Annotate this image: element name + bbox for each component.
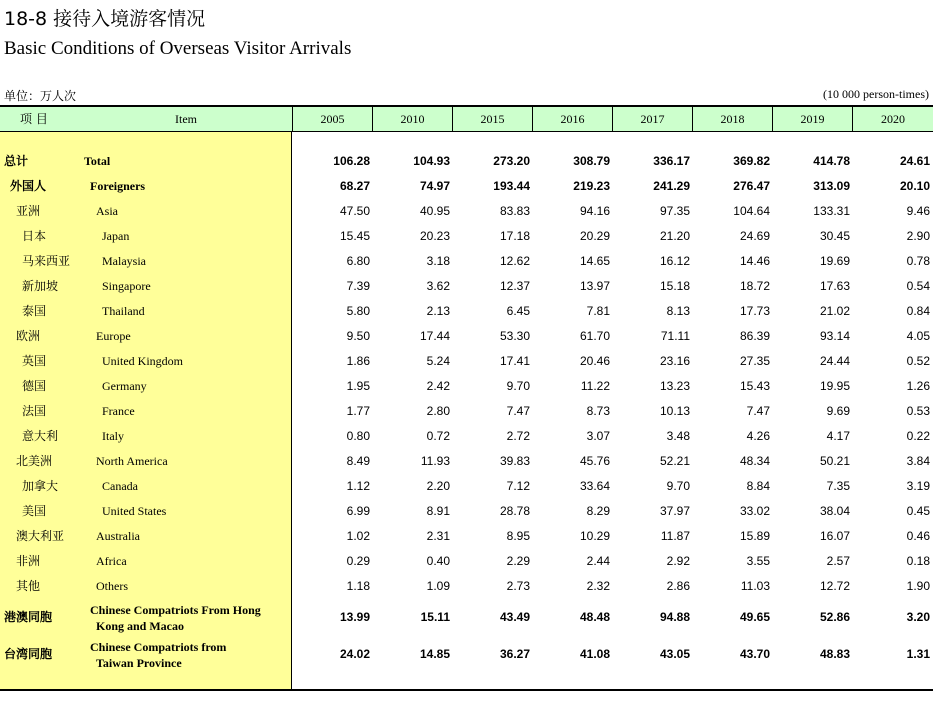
- header-year: 2016: [533, 107, 613, 131]
- header-item-cn: 项 目: [20, 112, 48, 126]
- value-cell: 4.26: [746, 429, 770, 443]
- page-title-cn: 18-8 接待入境游客情况: [4, 8, 206, 30]
- value-cell: 4.05: [906, 329, 930, 343]
- value-cell: 11.03: [740, 579, 770, 593]
- value-cell: 12.37: [499, 279, 530, 293]
- value-cell: 33.02: [739, 504, 770, 518]
- value-cell: 2.86: [666, 579, 690, 593]
- row-label-cn: 加拿大: [22, 479, 59, 493]
- value-cell: 3.18: [426, 254, 450, 268]
- value-cell: 2.13: [426, 304, 450, 318]
- row-label-cn: 北美洲: [16, 454, 53, 468]
- row-label-cn: 泰国: [22, 304, 47, 318]
- table-header: [0, 107, 933, 132]
- value-cell: 39.83: [499, 454, 530, 468]
- value-cell: 52.21: [659, 454, 690, 468]
- value-cell: 49.65: [739, 610, 770, 624]
- value-cell: 20.46: [579, 354, 610, 368]
- row-label-en: Total: [84, 154, 111, 168]
- value-cell: 9.69: [826, 404, 850, 418]
- value-cell: 9.70: [666, 479, 690, 493]
- value-cell: 13.97: [579, 279, 610, 293]
- value-cell: 17.41: [499, 354, 530, 368]
- value-cell: 2.72: [506, 429, 530, 443]
- value-cell: 7.81: [586, 304, 610, 318]
- value-cell: 8.73: [586, 404, 610, 418]
- value-cell: 1.90: [906, 579, 930, 593]
- value-cell: 8.13: [666, 304, 690, 318]
- value-cell: 15.18: [659, 279, 690, 293]
- value-cell: 11.93: [420, 454, 450, 468]
- value-cell: 53.30: [499, 329, 530, 343]
- value-cell: 2.20: [426, 479, 450, 493]
- value-cell: 15.11: [420, 610, 450, 624]
- value-cell: 4.17: [826, 429, 850, 443]
- header-year: 2017: [613, 107, 693, 131]
- value-cell: 48.48: [579, 610, 610, 624]
- value-cell: 24.44: [819, 354, 850, 368]
- value-cell: 9.70: [506, 379, 530, 393]
- value-cell: 45.76: [579, 454, 610, 468]
- value-cell: 0.80: [346, 429, 370, 443]
- value-cell: 0.22: [906, 429, 930, 443]
- value-cell: 2.42: [426, 379, 450, 393]
- value-cell: 12.72: [819, 579, 850, 593]
- value-cell: 11.22: [580, 379, 610, 393]
- row-label-cn: 外国人: [10, 179, 47, 193]
- value-cell: 1.86: [346, 354, 370, 368]
- value-cell: 10.29: [579, 529, 610, 543]
- row-label-en: Chinese Compatriots From Hong: [90, 603, 261, 617]
- row-label-en: Germany: [102, 379, 147, 393]
- value-cell: 43.49: [499, 610, 530, 624]
- row-label-cn: 亚洲: [16, 204, 41, 218]
- value-cell: 106.28: [333, 154, 370, 168]
- value-cell: 0.53: [906, 404, 930, 418]
- value-cell: 0.84: [906, 304, 930, 318]
- value-cell: 9.46: [906, 204, 930, 218]
- row-label-cn: 英国: [22, 354, 47, 368]
- value-cell: 2.32: [586, 579, 610, 593]
- data-table: [0, 105, 933, 691]
- header-item-en: Item: [175, 112, 197, 126]
- row-label-en: Thailand: [102, 304, 145, 318]
- row-label-en: North America: [96, 454, 168, 468]
- value-cell: 11.87: [660, 529, 690, 543]
- value-cell: 7.39: [346, 279, 370, 293]
- value-cell: 1.31: [906, 647, 930, 661]
- value-cell: 2.73: [506, 579, 530, 593]
- value-cell: 0.54: [906, 279, 930, 293]
- value-cell: 8.49: [346, 454, 370, 468]
- value-cell: 43.05: [659, 647, 690, 661]
- value-cell: 2.80: [426, 404, 450, 418]
- value-cell: 104.93: [413, 154, 450, 168]
- value-cell: 3.62: [426, 279, 450, 293]
- value-cell: 36.27: [499, 647, 530, 661]
- row-label-en: Taiwan Province: [96, 656, 182, 670]
- value-cell: 336.17: [653, 154, 690, 168]
- header-item-cell: [0, 107, 293, 131]
- value-cell: 13.23: [659, 379, 690, 393]
- value-cell: 20.23: [419, 229, 450, 243]
- page-title-en: Basic Conditions of Overseas Visitor Arrivals: [4, 38, 352, 59]
- value-cell: 273.20: [493, 154, 530, 168]
- value-cell: 1.77: [346, 404, 370, 418]
- value-cell: 6.45: [506, 304, 530, 318]
- row-label-en: Europe: [96, 329, 131, 343]
- row-label-cn: 澳大利亚: [16, 529, 65, 543]
- value-cell: 0.29: [346, 554, 370, 568]
- row-label-cn: 新加坡: [22, 279, 59, 293]
- value-cell: 17.63: [819, 279, 850, 293]
- value-cell: 86.39: [739, 329, 770, 343]
- value-cell: 2.90: [906, 229, 930, 243]
- header-year: 2015: [453, 107, 533, 131]
- value-cell: 18.72: [739, 279, 770, 293]
- value-cell: 133.31: [813, 204, 850, 218]
- value-cell: 2.31: [426, 529, 450, 543]
- value-cell: 5.24: [426, 354, 450, 368]
- value-cell: 38.04: [819, 504, 850, 518]
- value-cell: 7.35: [826, 479, 850, 493]
- header-year: 2018: [693, 107, 773, 131]
- value-cell: 3.20: [906, 610, 930, 624]
- value-cell: 8.29: [586, 504, 610, 518]
- value-cell: 1.95: [346, 379, 370, 393]
- value-cell: 276.47: [733, 179, 770, 193]
- value-cell: 9.50: [346, 329, 370, 343]
- row-label-en: Australia: [96, 529, 140, 543]
- value-cell: 24.02: [339, 647, 370, 661]
- value-cell: 1.12: [346, 479, 370, 493]
- value-cell: 40.95: [419, 204, 450, 218]
- value-cell: 0.52: [906, 354, 930, 368]
- row-label-en: Canada: [102, 479, 138, 493]
- value-cell: 21.02: [819, 304, 850, 318]
- value-cell: 6.80: [346, 254, 370, 268]
- value-cell: 61.70: [579, 329, 610, 343]
- value-cell: 14.85: [419, 647, 450, 661]
- value-cell: 24.61: [899, 154, 930, 168]
- row-label-en: United States: [102, 504, 167, 518]
- value-cell: 7.47: [746, 404, 770, 418]
- row-label-en: Chinese Compatriots from: [90, 640, 227, 654]
- row-label-cn: 美国: [22, 504, 47, 518]
- row-label-cn: 欧洲: [16, 329, 41, 343]
- value-cell: 308.79: [573, 154, 610, 168]
- value-cell: 20.10: [899, 179, 930, 193]
- value-cell: 19.95: [819, 379, 850, 393]
- value-cell: 43.70: [739, 647, 770, 661]
- value-cell: 19.69: [819, 254, 850, 268]
- value-cell: 47.50: [339, 204, 370, 218]
- row-label-cn: 总计: [4, 154, 29, 168]
- value-cell: 7.47: [506, 404, 530, 418]
- value-cell: 0.45: [906, 504, 930, 518]
- row-label-cn: 港澳同胞: [4, 610, 53, 624]
- value-cell: 7.12: [506, 479, 530, 493]
- header-year: 2019: [773, 107, 853, 131]
- value-cell: 16.07: [819, 529, 850, 543]
- value-cell: 13.99: [339, 610, 370, 624]
- row-label-en: United Kingdom: [102, 354, 183, 368]
- value-cell: 74.97: [419, 179, 450, 193]
- value-cell: 71.11: [660, 329, 690, 343]
- value-cell: 3.84: [906, 454, 930, 468]
- row-label-cn: 非洲: [16, 554, 41, 568]
- row-label-en: Kong and Macao: [96, 619, 185, 633]
- value-cell: 14.46: [739, 254, 770, 268]
- value-cell: 30.45: [819, 229, 850, 243]
- value-cell: 8.95: [506, 529, 530, 543]
- value-cell: 2.57: [826, 554, 850, 568]
- row-label-cn: 法国: [22, 404, 47, 418]
- value-cell: 0.40: [426, 554, 450, 568]
- value-cell: 93.14: [819, 329, 850, 343]
- value-cell: 68.27: [339, 179, 370, 193]
- value-cell: 0.72: [426, 429, 450, 443]
- value-cell: 241.29: [653, 179, 690, 193]
- value-cell: 83.83: [499, 204, 530, 218]
- value-cell: 15.45: [339, 229, 370, 243]
- row-label-cn: 台湾同胞: [4, 647, 53, 661]
- row-label-en: Asia: [96, 204, 118, 218]
- value-cell: 17.44: [419, 329, 450, 343]
- value-cell: 33.64: [579, 479, 610, 493]
- value-cell: 414.78: [813, 154, 850, 168]
- value-cell: 52.86: [819, 610, 850, 624]
- value-cell: 313.09: [813, 179, 850, 193]
- value-cell: 94.16: [579, 204, 610, 218]
- value-cell: 41.08: [579, 647, 610, 661]
- value-cell: 15.43: [739, 379, 770, 393]
- value-cell: 3.55: [746, 554, 770, 568]
- value-cell: 3.19: [906, 479, 930, 493]
- value-cell: 27.35: [739, 354, 770, 368]
- row-label-en: Malaysia: [102, 254, 146, 268]
- row-label-en: France: [102, 404, 135, 418]
- value-cell: 8.91: [426, 504, 450, 518]
- value-cell: 369.82: [733, 154, 770, 168]
- value-cell: 10.13: [659, 404, 690, 418]
- value-cell: 5.80: [346, 304, 370, 318]
- value-cell: 14.65: [579, 254, 610, 268]
- row-label-cn: 马来西亚: [22, 254, 71, 268]
- row-label-cn: 日本: [22, 229, 47, 243]
- row-label-en: Foreigners: [90, 179, 146, 193]
- row-label-cn: 其他: [16, 579, 41, 593]
- value-cell: 20.29: [579, 229, 610, 243]
- value-cell: 94.88: [659, 610, 690, 624]
- value-cell: 15.89: [739, 529, 770, 543]
- header-year: 2020: [881, 112, 905, 126]
- value-cell: 12.62: [499, 254, 530, 268]
- value-cell: 24.69: [739, 229, 770, 243]
- value-cell: 1.26: [906, 379, 930, 393]
- value-cell: 219.23: [573, 179, 610, 193]
- value-cell: 21.20: [659, 229, 690, 243]
- value-cell: 193.44: [493, 179, 530, 193]
- value-cell: 3.48: [666, 429, 690, 443]
- value-cell: 0.18: [906, 554, 930, 568]
- row-label-en: Italy: [102, 429, 124, 443]
- value-cell: 2.29: [506, 554, 530, 568]
- value-cell: 37.97: [659, 504, 690, 518]
- value-cell: 23.16: [659, 354, 690, 368]
- value-cell: 2.92: [666, 554, 690, 568]
- row-label-en: Africa: [96, 554, 127, 568]
- value-cell: 16.12: [659, 254, 690, 268]
- value-cell: 50.21: [819, 454, 850, 468]
- unit-label-cn: 单位：万人次: [4, 89, 77, 103]
- row-label-cn: 德国: [22, 379, 47, 393]
- value-cell: 1.09: [426, 579, 450, 593]
- row-label-en: Singapore: [102, 279, 151, 293]
- value-cell: 3.07: [586, 429, 610, 443]
- row-label-cn: 意大利: [22, 429, 59, 443]
- value-cell: 17.18: [499, 229, 530, 243]
- value-cell: 17.73: [739, 304, 770, 318]
- value-cell: 104.64: [733, 204, 770, 218]
- value-cell: 2.44: [586, 554, 610, 568]
- unit-label-en: (10 000 person-times): [823, 87, 929, 101]
- value-cell: 28.78: [499, 504, 530, 518]
- row-label-en: Japan: [102, 229, 130, 243]
- value-cell: 1.02: [346, 529, 370, 543]
- value-cell: 8.84: [746, 479, 770, 493]
- value-cell: 97.35: [659, 204, 690, 218]
- header-year: 2005: [293, 107, 373, 131]
- value-cell: 0.78: [906, 254, 930, 268]
- value-cell: 48.34: [739, 454, 770, 468]
- value-cell: 6.99: [346, 504, 370, 518]
- value-cell: 1.18: [346, 579, 370, 593]
- row-label-en: Others: [96, 579, 128, 593]
- header-year: 2010: [373, 107, 453, 131]
- value-cell: 0.46: [906, 529, 930, 543]
- value-cell: 48.83: [819, 647, 850, 661]
